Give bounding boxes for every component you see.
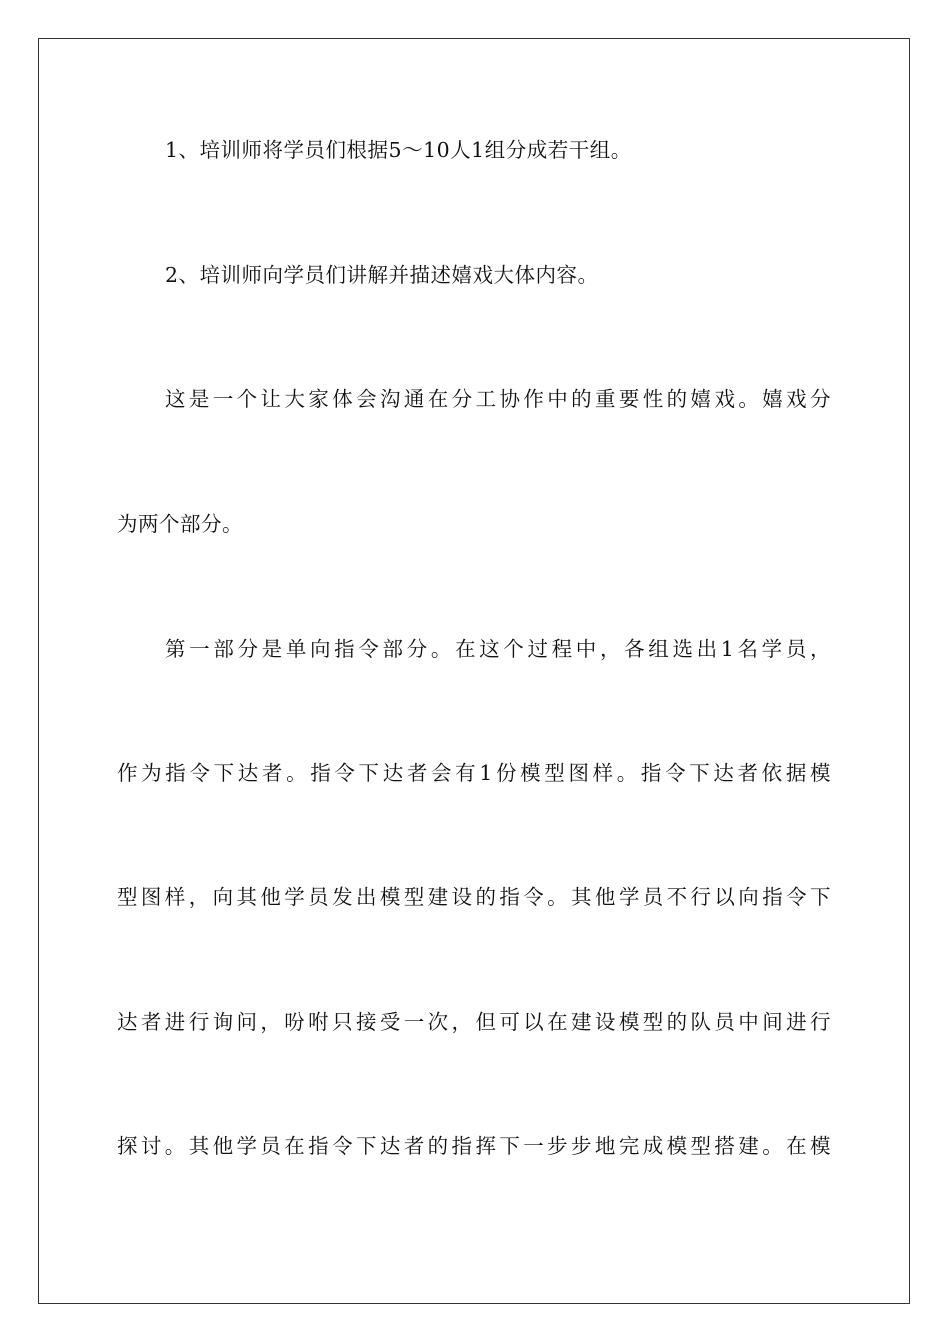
paragraph-part1-line-3: 型图样，向其他学员发出模型建设的指令。其他学员不行以向指令下: [117, 885, 831, 909]
paragraph-part1-line-5: 探讨。其他学员在指令下达者的指挥下一步步地完成模型搭建。在模: [117, 1134, 831, 1158]
paragraph-part1-line-1: 第一部分是单向指令部分。在这个过程中，各组选出1名学员，: [165, 637, 831, 661]
paragraph-step-1: 1、培训师将学员们根据5～10人1组分成若干组。: [165, 138, 632, 162]
paragraph-part1-line-2: 作为指令下达者。指令下达者会有1份模型图样。指令下达者依据模: [117, 761, 831, 785]
paragraph-step-2: 2、培训师向学员们讲解并描述嬉戏大体内容。: [165, 263, 599, 287]
paragraph-intro-line-1: 这是一个让大家体会沟通在分工协作中的重要性的嬉戏。嬉戏分: [165, 387, 831, 411]
page-frame: [38, 38, 910, 1304]
paragraph-part1-line-4: 达者进行询问，吩咐只接受一次，但可以在建设模型的队员中间进行: [117, 1010, 831, 1034]
paragraph-intro-line-2: 为两个部分。: [117, 512, 243, 536]
